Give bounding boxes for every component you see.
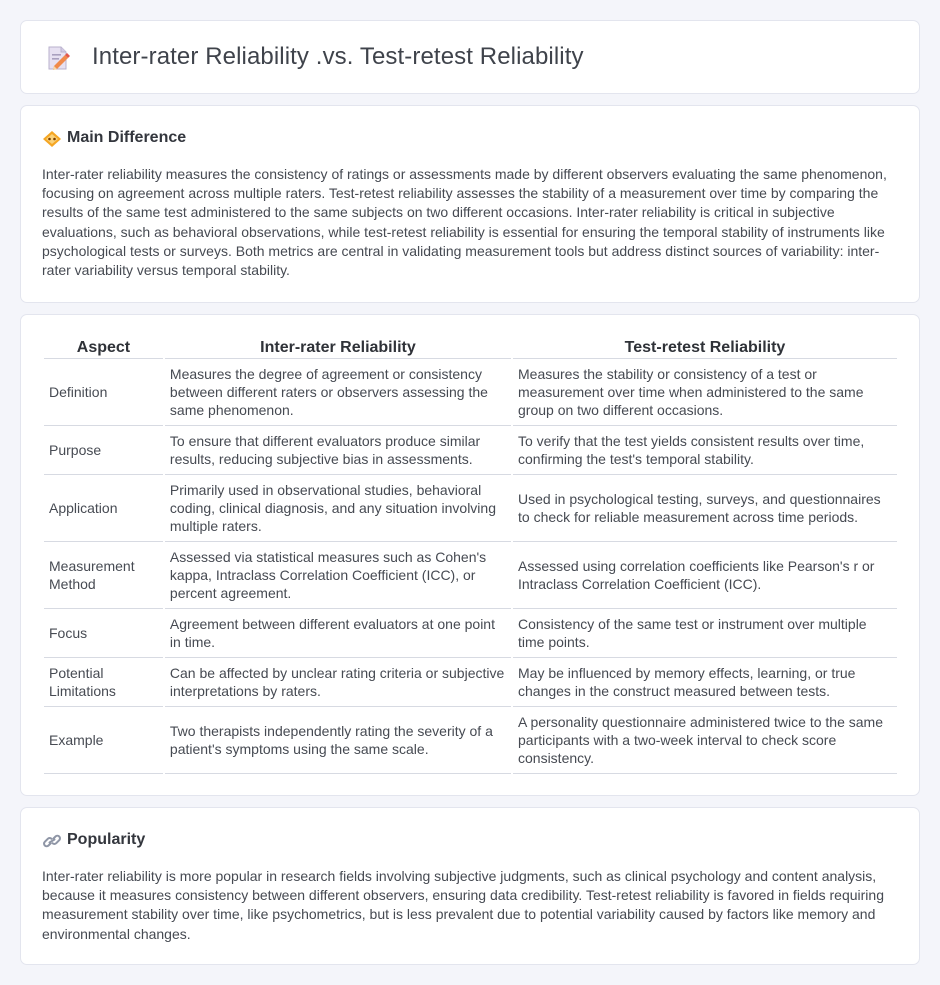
table-row	[44, 609, 897, 658]
test-retest-cell: Assessed using correlation coefficients like Pearson's r or Intraclass Correlation Coefficient (ICC).	[513, 542, 897, 609]
comparison-table-section	[20, 314, 920, 796]
main-difference-section	[20, 105, 920, 303]
table-row	[44, 658, 897, 707]
inter-rater-cell: Assessed via statistical measures such as Cohen's kappa, Intraclass Correlation Coefficient (ICC), or percent agreement.	[165, 542, 511, 609]
inter-rater-cell: Two therapists independently rating the severity of a patient's symptoms using the same scale.	[165, 707, 511, 774]
aspect-cell: Purpose	[44, 426, 163, 475]
aspect-cell: Definition	[44, 359, 163, 426]
table-row	[44, 707, 897, 774]
table-row	[44, 426, 897, 475]
inter-rater-cell: To ensure that different evaluators produce similar results, reducing subjective bias in assessments.	[165, 426, 511, 475]
main-difference-heading: Main Difference	[67, 129, 187, 146]
main-difference-text: Inter-rater reliability measures the consistency of ratings or assessments made by different observers evaluating the same phenomenon, focusing on agreement across multiple raters. Test-retest reliability assesses the stability of a measurement over time by comparing the results of the same test administered to the same subjects on two different occasions. Inter-rater reliability is critical in subjective evaluations, such as behavioral observations, while test-retest reliability is essential for ensuring the temporal stability of instruments like psychological tests or surveys. Both metrics are central in validating measurement tools but address distinct sources of variability: inter-rater variability versus temporal stability.	[42, 166, 887, 279]
inter-rater-cell: Agreement between different evaluators at one point in time.	[165, 609, 511, 658]
header-aspect: Aspect	[44, 337, 163, 359]
test-retest-cell: Measures the stability or consistency of a test or measurement over time when administered to the same group on two different occasions.	[513, 359, 897, 426]
test-retest-cell: May be influenced by memory effects, learning, or true changes in the construct measured between tests.	[513, 658, 897, 707]
table-row	[44, 475, 897, 542]
test-retest-cell: Used in psychological testing, surveys, and questionnaires to check for reliable measurement across time periods.	[513, 475, 897, 542]
diamond-badge-icon	[43, 131, 61, 147]
popularity-heading: Popularity	[67, 831, 146, 848]
aspect-cell: Example	[44, 707, 163, 774]
popularity-section	[20, 807, 920, 965]
header-card	[20, 20, 920, 94]
comparison-table	[42, 337, 899, 774]
test-retest-cell: A personality questionnaire administered twice to the same participants with a two-week interval to check score consistency.	[513, 707, 897, 774]
document-pencil-icon	[45, 45, 71, 71]
link-icon	[43, 833, 61, 849]
table-row	[44, 542, 897, 609]
header-inter-rater: Inter-rater Reliability	[165, 337, 511, 359]
page-title: Inter-rater Reliability .vs. Test-retest Reliability	[92, 43, 584, 70]
inter-rater-cell: Primarily used in observational studies, behavioral coding, clinical diagnosis, and any situation involving multiple raters.	[165, 475, 511, 542]
aspect-cell: Focus	[44, 609, 163, 658]
table-header-row	[44, 337, 897, 359]
popularity-text: Inter-rater reliability is more popular in research fields involving subjective judgments, such as clinical psychology and content analysis, because it measures consistency between different observers, ensuring data credibility. Test-retest reliability is favored in fields requiring measurement stability over time, like psychometrics, but is less prevalent due to potential variability caused by factors like memory and environmental changes.	[42, 868, 884, 942]
aspect-cell: Potential Limitations	[44, 658, 163, 707]
inter-rater-cell: Can be affected by unclear rating criteria or subjective interpretations by raters.	[165, 658, 511, 707]
header-test-retest: Test-retest Reliability	[513, 337, 897, 359]
inter-rater-cell: Measures the degree of agreement or consistency between different raters or observers assessing the same phenomenon.	[165, 359, 511, 426]
table-row	[44, 359, 897, 426]
test-retest-cell: To verify that the test yields consistent results over time, confirming the test's temporal stability.	[513, 426, 897, 475]
aspect-cell: Measurement Method	[44, 542, 163, 609]
test-retest-cell: Consistency of the same test or instrument over multiple time points.	[513, 609, 897, 658]
aspect-cell: Application	[44, 475, 163, 542]
